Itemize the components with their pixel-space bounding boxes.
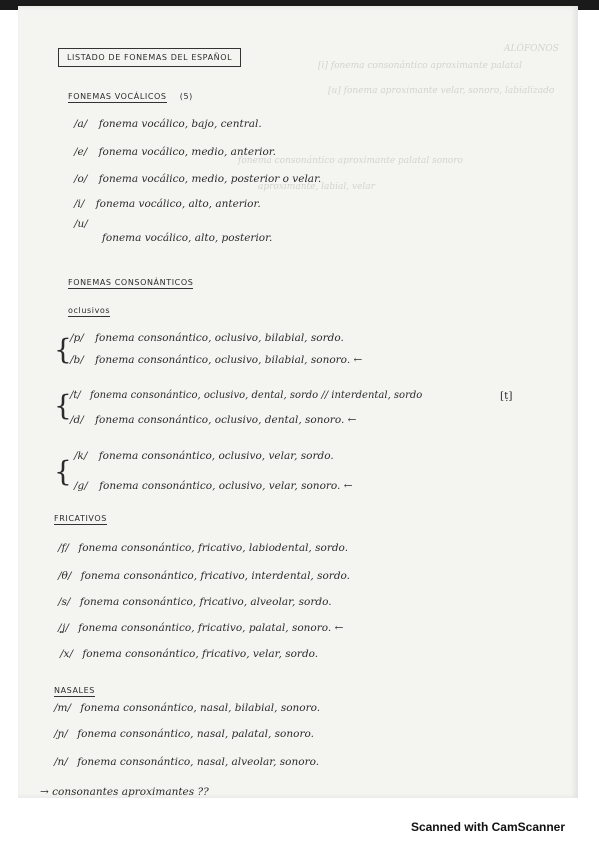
phoneme: /o/ (74, 173, 88, 185)
nasals-heading (54, 686, 95, 695)
consonant-line (54, 702, 320, 714)
phoneme: /i/ (74, 198, 85, 210)
vowels-heading-text: FONEMAS VOCÁLICOS (68, 92, 167, 101)
phoneme: /f/ (58, 542, 69, 554)
phoneme-desc: fonema consonántico, fricativo, alveolar, sordo. (79, 596, 332, 608)
phoneme-desc: fonema consonántico, oclusivo, bilabial, sordo. (95, 332, 344, 344)
consonant-line (54, 728, 314, 740)
phoneme: /ɲ/ (54, 728, 68, 740)
consonant-line (58, 542, 348, 554)
bleed-text: ALÓFONOS (504, 44, 559, 54)
vowels-heading (68, 92, 193, 101)
bleed-text: fonema consonántico aproximante palatal sonoro (238, 156, 464, 166)
occlusives-heading-text: oclusivos (68, 306, 111, 315)
phoneme-desc: fonema consonántico, fricativo, labiodental, sordo. (78, 542, 349, 554)
vowel-desc-wrapped: fonema vocálico, alto, posterior. (102, 232, 273, 244)
brace-icon: { (54, 389, 72, 422)
phoneme-desc: fonema consonántico, oclusivo, velar, sonoro. ← (99, 480, 353, 492)
consonant-line (70, 390, 422, 401)
consonant-line (74, 450, 334, 462)
consonant-line (54, 756, 319, 768)
consonant-line (70, 332, 344, 344)
phoneme-desc: fonema consonántico, oclusivo, dental, sonoro. ← (95, 414, 357, 426)
bleed-text: aproximante, labial, velar (258, 182, 375, 192)
vowel-line (74, 173, 321, 185)
vowels-count: (5) (179, 92, 193, 101)
phoneme: /a/ (74, 118, 88, 130)
phoneme: /ʝ/ (58, 622, 69, 634)
phoneme: /m/ (54, 702, 72, 714)
fricatives-heading (54, 514, 107, 523)
phoneme-desc: fonema vocálico, medio, posterior o velar. (98, 173, 322, 185)
consonant-line (74, 480, 353, 492)
consonant-line (58, 570, 350, 582)
phoneme: /θ/ (58, 570, 72, 582)
notebook-page (18, 6, 578, 798)
bleed-text: [u] fonema aproximante velar, sonoro, labializado (328, 86, 555, 96)
phoneme-desc: fonema consonántico, nasal, alveolar, sonoro. (77, 756, 320, 768)
phoneme-desc: fonema consonántico, fricativo, velar, sordo. (82, 648, 319, 660)
consonant-line (58, 622, 343, 634)
page-title: LISTADO DE FONEMAS DEL ESPAÑOL (58, 48, 241, 67)
phoneme: /k/ (74, 450, 88, 462)
vowel-line (74, 146, 276, 158)
phoneme: /x/ (60, 648, 73, 660)
consonant-line (70, 354, 362, 366)
bleed-text: [i] fonema consonántico aproximante palatal (318, 61, 522, 71)
phoneme: /b/ (70, 354, 84, 366)
phoneme-desc: fonema consonántico, nasal, palatal, sonoro. (77, 728, 314, 740)
phoneme-desc: fonema consonántico, oclusivo, bilabial, sonoro. ← (95, 354, 363, 366)
phoneme-desc: fonema consonántico, fricativo, palatal, sonoro. ← (78, 622, 344, 634)
brace-icon: { (54, 333, 72, 366)
phoneme-desc: fonema consonántico, fricativo, interdental, sordo. (80, 570, 351, 582)
vowel-line (74, 198, 261, 210)
phoneme: /g/ (74, 480, 88, 492)
phoneme-desc: fonema consonántico, oclusivo, dental, sordo // interdental, sordo (89, 390, 423, 401)
trailing-note: → consonantes aproximantes ?? (40, 786, 209, 798)
consonant-line (60, 648, 318, 660)
vowel-line (74, 118, 262, 130)
phoneme-desc: fonema vocálico, bajo, central. (98, 118, 262, 130)
phoneme: /n/ (54, 756, 68, 768)
occlusives-heading (68, 306, 110, 315)
phoneme: /p/ (70, 332, 84, 344)
phoneme-desc: fonema vocálico, alto, anterior. (95, 198, 261, 210)
phoneme-desc: fonema vocálico, medio, anterior. (98, 146, 276, 158)
consonants-heading-text: FONEMAS CONSONÁNTICOS (68, 278, 194, 287)
phoneme-desc: fonema consonántico, oclusivo, velar, sordo. (98, 450, 334, 462)
consonants-heading (68, 278, 193, 287)
nasals-heading-text: NASALES (54, 686, 95, 695)
phoneme: /e/ (74, 146, 88, 158)
allophone-note: [ṭ] (500, 390, 513, 402)
vowel-line (74, 218, 88, 230)
consonant-line (58, 596, 332, 608)
phoneme: /d/ (70, 414, 84, 426)
consonant-line (70, 414, 356, 426)
scanner-watermark: Scanned with CamScanner (410, 820, 565, 834)
phoneme: /u/ (74, 218, 88, 230)
phoneme-desc: fonema consonántico, nasal, bilabial, sonoro. (80, 702, 321, 714)
phoneme: /t/ (70, 390, 81, 401)
phoneme: /s/ (58, 596, 71, 608)
brace-icon: { (54, 455, 72, 488)
fricatives-heading-text: FRICATIVOS (54, 514, 107, 523)
